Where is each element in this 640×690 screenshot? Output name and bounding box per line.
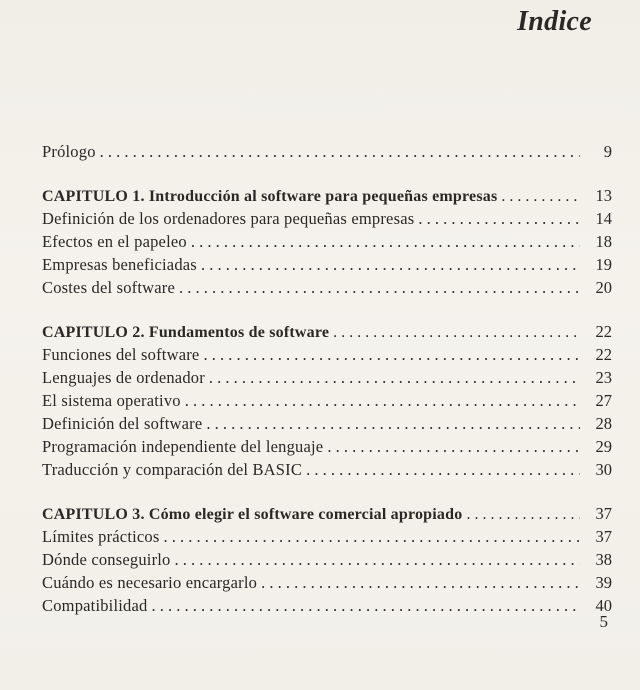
- toc-entry: [42, 571, 612, 594]
- dot-leader: [151, 594, 580, 617]
- toc-entry: [42, 525, 612, 548]
- toc-page-number: 40: [595, 596, 612, 615]
- toc-entry: [42, 594, 612, 617]
- chapter-heading-1: [42, 184, 612, 207]
- toc-page-number: 13: [595, 186, 612, 205]
- toc-page-number: 37: [595, 504, 612, 523]
- page-title: Indice: [517, 6, 592, 37]
- chapter-title: CAPITULO 3. Cómo elegir el software comercial apropiado: [42, 506, 463, 523]
- dot-leader: [100, 140, 580, 163]
- toc-entry-label: Límites prácticos: [42, 527, 160, 546]
- chapter-heading-3: [42, 502, 612, 525]
- toc-entry-label: Compatibilidad: [42, 596, 148, 615]
- dot-leader: [203, 343, 580, 366]
- page-number: 5: [599, 612, 608, 631]
- toc-page-number: 22: [595, 322, 612, 341]
- dot-leader: [209, 366, 580, 389]
- toc-entry: [42, 435, 612, 458]
- toc-entry-label: El sistema operativo: [42, 391, 181, 410]
- chapter-title: CAPITULO 2. Fundamentos de software: [42, 324, 330, 341]
- dot-leader: [164, 525, 581, 548]
- toc-page-number: 38: [595, 550, 612, 569]
- toc-page-number: 22: [595, 345, 612, 364]
- toc-entry: [42, 458, 612, 481]
- toc-entry: [42, 548, 612, 571]
- toc-entry-label: Traducción y comparación del BASIC: [42, 460, 303, 479]
- dot-leader: [466, 503, 580, 526]
- dot-leader: [418, 207, 580, 230]
- toc-entry-label: Lenguajes de ordenador: [42, 368, 205, 387]
- chapter-heading-2: [42, 320, 612, 343]
- toc-entry: [42, 389, 612, 412]
- dot-leader: [327, 435, 580, 458]
- dot-leader: [501, 185, 580, 208]
- toc-page-number: 20: [595, 278, 612, 297]
- toc-entry: [42, 253, 612, 276]
- dot-leader: [179, 276, 580, 299]
- toc-entry-label: Efectos en el papeleo: [42, 232, 187, 251]
- toc-entry-label: Funciones del software: [42, 345, 200, 364]
- toc-entry-label: Empresas beneficiadas: [42, 255, 197, 274]
- dot-leader: [206, 412, 580, 435]
- toc-entry-prologo: [42, 140, 612, 163]
- dot-leader: [185, 389, 580, 412]
- toc-page-number: 28: [595, 414, 612, 433]
- toc-entry: [42, 207, 612, 230]
- toc-page-number: 37: [595, 527, 612, 546]
- dot-leader: [201, 253, 580, 276]
- toc-entry-label: Programación independiente del lenguaje: [42, 437, 324, 456]
- toc-page-number: 14: [595, 209, 612, 228]
- toc-entry: [42, 412, 612, 435]
- table-of-contents: [42, 140, 612, 617]
- dot-leader: [261, 571, 580, 594]
- dot-leader: [191, 230, 580, 253]
- toc-page-number: 9: [603, 142, 612, 161]
- toc-page-number: 30: [595, 460, 612, 479]
- toc-entry: [42, 343, 612, 366]
- dot-leader: [175, 548, 581, 571]
- toc-entry: [42, 276, 612, 299]
- toc-page-number: 18: [595, 232, 612, 251]
- toc-page-number: 29: [595, 437, 612, 456]
- toc-entry: [42, 366, 612, 389]
- toc-page-number: 27: [595, 391, 612, 410]
- toc-entry-label: Definición de los ordenadores para pequeñas empresas: [42, 209, 415, 228]
- dot-leader: [306, 458, 580, 481]
- toc-page-number: 39: [595, 573, 612, 592]
- toc-entry-label: Cuándo es necesario encargarlo: [42, 573, 258, 592]
- toc-page-number: 19: [595, 255, 612, 274]
- toc-entry-label: Prólogo: [42, 142, 96, 161]
- chapter-title: CAPITULO 1. Introducción al software para pequeñas empresas: [42, 188, 498, 205]
- dot-leader: [333, 321, 580, 344]
- toc-entry-label: Definición del software: [42, 414, 203, 433]
- toc-page-number: 23: [595, 368, 612, 387]
- toc-entry-label: Costes del software: [42, 278, 176, 297]
- toc-entry-label: Dónde conseguirlo: [42, 550, 171, 569]
- toc-entry: [42, 230, 612, 253]
